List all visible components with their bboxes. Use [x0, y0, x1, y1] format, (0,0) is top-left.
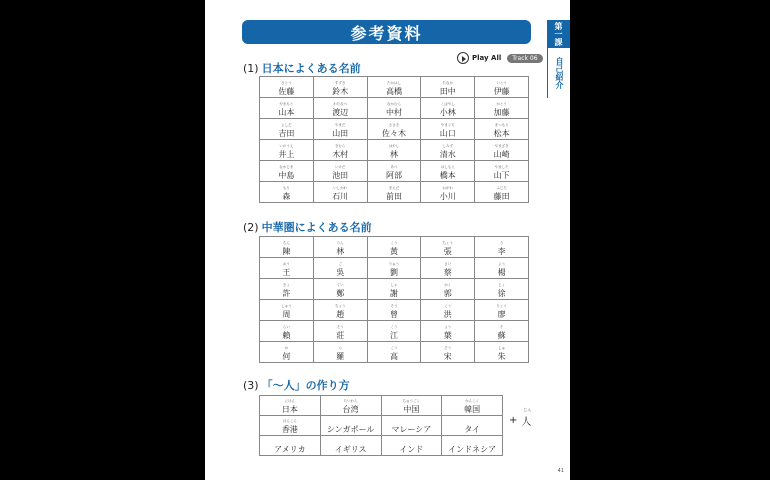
cell-ruby: こう — [390, 325, 398, 329]
cell-text: 韓国 — [464, 405, 481, 414]
name-cell — [313, 161, 367, 182]
table-row — [260, 279, 529, 300]
name-cell — [475, 279, 529, 300]
cell-ruby: ご — [338, 262, 342, 266]
table-row — [260, 416, 503, 436]
suffix-text: 人 — [521, 417, 532, 428]
cell-text: 清水 — [439, 150, 456, 159]
table-row — [260, 237, 529, 258]
name-cell — [367, 182, 421, 203]
name-cell — [475, 140, 529, 161]
table-row — [260, 161, 529, 182]
name-cell — [367, 98, 421, 119]
cell-ruby: なかむら — [386, 102, 401, 106]
cell-ruby: こう — [390, 241, 398, 245]
name-cell — [381, 416, 442, 436]
cell-text: 羅 — [336, 352, 345, 361]
cell-text: インドネシア — [448, 445, 497, 454]
name-cell — [442, 436, 503, 456]
table-row — [260, 182, 529, 203]
cell-text: 佐藤 — [278, 87, 295, 96]
cell-ruby: りん — [336, 241, 344, 245]
cell-text: 何 — [282, 352, 291, 361]
name-cell — [260, 416, 321, 436]
name-cell — [421, 342, 475, 363]
table-row — [260, 342, 529, 363]
chapter-tab-lesson: 第一課 — [547, 20, 570, 48]
chinese-names-table — [259, 236, 529, 363]
cell-ruby: やまだ — [334, 123, 346, 127]
cell-ruby: ちゅうごく — [402, 399, 421, 403]
cell-ruby: ちょう — [334, 304, 346, 308]
cell-text: 山崎 — [493, 150, 510, 159]
cell-ruby: ささき — [388, 123, 400, 127]
name-cell — [320, 436, 381, 456]
cell-text: 周 — [282, 310, 291, 319]
cell-text: 吉田 — [278, 129, 295, 138]
cell-ruby: こう — [390, 346, 398, 350]
cell-ruby: さとう — [281, 81, 292, 85]
name-cell — [260, 396, 321, 416]
name-cell — [320, 416, 381, 436]
cell-text: 木村 — [332, 150, 349, 159]
table-row — [260, 300, 529, 321]
section-2-heading — [243, 219, 372, 235]
name-cell — [367, 258, 421, 279]
cell-text: 曾 — [389, 310, 398, 319]
table-row — [260, 258, 529, 279]
cell-text: シンガポール — [326, 425, 375, 434]
cell-text: 趙 — [336, 310, 345, 319]
section-1-heading — [243, 60, 361, 76]
cell-text: 鄭 — [336, 289, 345, 298]
japanese-names-table — [259, 76, 529, 203]
cell-ruby: まえだ — [388, 186, 400, 190]
cell-text: 張 — [443, 247, 452, 256]
cell-text: アメリカ — [274, 445, 306, 454]
cell-text: 藤田 — [493, 192, 510, 201]
cell-text: 中島 — [278, 171, 295, 180]
name-cell — [421, 237, 475, 258]
cell-text: 前田 — [385, 192, 402, 201]
cell-text: マレーシア — [391, 425, 432, 434]
name-cell — [475, 119, 529, 140]
name-cell — [475, 300, 529, 321]
name-cell — [421, 258, 475, 279]
name-cell — [367, 300, 421, 321]
cell-ruby: じょ — [498, 283, 506, 287]
name-cell — [313, 119, 367, 140]
name-cell — [421, 279, 475, 300]
name-cell — [260, 77, 314, 98]
name-cell — [260, 140, 314, 161]
cell-text: 黃 — [389, 247, 398, 256]
cell-ruby: やまぐち — [440, 123, 455, 127]
cell-text: 伊藤 — [493, 87, 510, 96]
cell-ruby: やました — [494, 165, 509, 169]
name-cell — [260, 321, 314, 342]
table-row — [260, 140, 529, 161]
cell-text: 井上 — [278, 150, 295, 159]
cell-ruby: にほん — [284, 399, 296, 403]
cell-ruby: こばやし — [440, 102, 455, 106]
cell-text: 徐 — [497, 289, 506, 298]
name-cell — [260, 237, 314, 258]
cell-text: 山下 — [493, 171, 510, 180]
cell-text: 林 — [336, 247, 345, 256]
name-cell — [260, 98, 314, 119]
cell-text: 中村 — [385, 108, 402, 117]
cell-ruby: おがわ — [442, 186, 454, 190]
cell-ruby: やまもと — [279, 102, 294, 106]
cell-text: 楊 — [497, 268, 506, 277]
cell-ruby: よう — [444, 325, 452, 329]
name-cell — [313, 237, 367, 258]
name-cell — [260, 342, 314, 363]
cell-ruby: らい — [282, 325, 290, 329]
name-cell — [367, 119, 421, 140]
name-cell — [442, 416, 503, 436]
cell-ruby: てい — [336, 283, 344, 287]
cell-ruby: さい — [444, 262, 452, 266]
cell-ruby: かく — [444, 283, 452, 287]
cell-ruby: りょう — [496, 304, 507, 308]
name-cell — [313, 77, 367, 98]
cell-text: 田中 — [439, 87, 456, 96]
name-cell — [313, 140, 367, 161]
cell-text: 蔡 — [443, 268, 452, 277]
cell-ruby: きょ — [282, 283, 290, 287]
table-row — [260, 321, 529, 342]
cell-ruby: はやし — [388, 144, 400, 148]
table-row — [260, 77, 529, 98]
name-cell — [475, 161, 529, 182]
cell-ruby: りゅう — [388, 262, 400, 266]
cell-text: 許 — [282, 289, 291, 298]
cell-text: 石川 — [332, 192, 349, 201]
cell-text: インド — [399, 445, 424, 454]
cell-text: 台湾 — [342, 405, 359, 414]
cell-text: 小川 — [439, 192, 456, 201]
name-cell — [421, 182, 475, 203]
cell-text: タイ — [464, 425, 481, 434]
cell-ruby: しゃ — [390, 283, 398, 287]
play-all-button[interactable] — [457, 52, 543, 64]
name-cell — [260, 279, 314, 300]
name-cell — [313, 300, 367, 321]
cell-ruby: しゅ — [498, 346, 506, 350]
name-cell — [320, 396, 381, 416]
cell-ruby: ら — [338, 346, 342, 350]
chapter-tab-topic: 自己紹介 — [547, 48, 570, 98]
cell-ruby: いとう — [496, 81, 507, 85]
cell-text: 宋 — [443, 352, 452, 361]
name-cell — [313, 342, 367, 363]
name-cell — [260, 161, 314, 182]
cell-ruby: もり — [282, 186, 290, 190]
name-cell — [475, 77, 529, 98]
cell-ruby: やまざき — [494, 144, 509, 148]
cell-text: 林 — [389, 150, 398, 159]
section-1-number: (1) — [243, 62, 259, 75]
section-3-title: 「〜人」の作り方 — [261, 379, 350, 392]
cell-ruby: ちん — [282, 241, 290, 245]
name-cell — [475, 98, 529, 119]
cell-text: 劉 — [389, 268, 398, 277]
cell-text: 池田 — [332, 171, 349, 180]
name-cell — [367, 237, 421, 258]
name-cell — [421, 140, 475, 161]
cell-ruby: よしだ — [281, 123, 292, 127]
cell-text: 蘇 — [497, 331, 506, 340]
section-2-title: 中華圏によくある名前 — [261, 221, 372, 234]
cell-text: 日本 — [281, 405, 298, 414]
name-cell — [421, 161, 475, 182]
suffix-ruby: じん — [523, 407, 532, 412]
cell-ruby: り — [499, 241, 504, 245]
table-row — [260, 436, 503, 456]
name-cell — [367, 321, 421, 342]
section-3-number: (3) — [243, 379, 259, 392]
cell-text: 森 — [282, 192, 291, 201]
page-title: 参考資料 — [242, 20, 531, 44]
cell-ruby: そ — [499, 325, 504, 329]
cell-text: 橋本 — [439, 171, 456, 180]
cell-ruby: こう — [444, 304, 452, 308]
cell-text: 山口 — [439, 129, 456, 138]
cell-text: 松本 — [493, 129, 510, 138]
cell-text: 陳 — [282, 247, 291, 256]
name-cell — [367, 342, 421, 363]
name-cell — [421, 119, 475, 140]
cell-text: 王 — [282, 268, 291, 277]
cell-text: 莊 — [336, 331, 345, 340]
cell-ruby: しみず — [442, 144, 454, 148]
cell-text: 郭 — [443, 289, 452, 298]
cell-ruby: まつもと — [494, 123, 509, 127]
cell-text: イギリス — [334, 445, 367, 454]
name-cell — [367, 161, 421, 182]
name-cell — [260, 300, 314, 321]
cell-ruby: はしもと — [440, 165, 455, 169]
cell-ruby: かとう — [496, 102, 507, 106]
name-cell — [421, 98, 475, 119]
cell-text: 葉 — [443, 331, 452, 340]
name-cell — [367, 140, 421, 161]
name-cell — [381, 436, 442, 456]
cell-text: 廖 — [497, 310, 506, 319]
cell-ruby: かんこく — [465, 399, 480, 403]
cell-ruby: なかじま — [279, 165, 294, 169]
cell-ruby: ほんこん — [282, 419, 297, 423]
section-2-number: (2) — [243, 221, 259, 234]
name-cell — [313, 321, 367, 342]
cell-ruby: いのうえ — [279, 144, 294, 148]
table-row — [260, 119, 529, 140]
cell-ruby: そう — [336, 325, 344, 329]
cell-text: 賴 — [282, 331, 291, 340]
name-cell — [442, 396, 503, 416]
name-cell — [260, 258, 314, 279]
cell-text: 鈴木 — [332, 87, 349, 96]
cell-text: 洪 — [443, 310, 452, 319]
textbook-page — [205, 0, 570, 480]
page-number: 41 — [557, 468, 564, 474]
cell-text: 小林 — [439, 108, 456, 117]
cell-ruby: たなか — [442, 81, 454, 85]
name-cell — [475, 237, 529, 258]
name-cell — [367, 279, 421, 300]
play-all-label: Play All — [472, 54, 502, 62]
play-icon — [457, 52, 469, 64]
cell-ruby: きむら — [334, 144, 346, 148]
cell-text: 香港 — [281, 425, 298, 434]
cell-text: 高 — [389, 352, 398, 361]
cell-text: 山本 — [278, 108, 295, 117]
plus-sign: + — [509, 415, 518, 426]
track-badge: Track 06 — [507, 54, 542, 63]
cell-ruby: わたなべ — [333, 102, 348, 106]
cell-text: 朱 — [497, 352, 506, 361]
suffix-jin — [521, 407, 532, 428]
cell-text: 山田 — [332, 129, 349, 138]
name-cell — [475, 258, 529, 279]
cell-text: 江 — [389, 331, 398, 340]
name-cell — [475, 182, 529, 203]
cell-ruby: いしかわ — [333, 186, 348, 190]
name-cell — [367, 77, 421, 98]
chapter-tab — [547, 20, 570, 98]
table-row — [260, 98, 529, 119]
cell-text: 中国 — [403, 405, 420, 414]
name-cell — [475, 321, 529, 342]
name-cell — [381, 396, 442, 416]
cell-text: 吳 — [336, 268, 345, 277]
cell-ruby: すずき — [334, 81, 346, 85]
nationality-table — [259, 395, 503, 456]
cell-text: 阿部 — [385, 171, 402, 180]
cell-ruby: たかはし — [386, 81, 401, 85]
cell-ruby: そう — [444, 346, 452, 350]
cell-text: 渡辺 — [332, 108, 349, 117]
name-cell — [313, 279, 367, 300]
cell-ruby: ちょう — [442, 241, 454, 245]
name-cell — [421, 300, 475, 321]
cell-ruby: いけだ — [334, 165, 346, 169]
name-cell — [260, 436, 321, 456]
cell-text: 高橋 — [385, 87, 402, 96]
table-row — [260, 396, 503, 416]
name-cell — [313, 98, 367, 119]
cell-text: 李 — [497, 247, 506, 256]
name-cell — [475, 342, 529, 363]
name-cell — [313, 182, 367, 203]
cell-ruby: ふじた — [496, 186, 507, 190]
name-cell — [421, 321, 475, 342]
cell-ruby: そう — [390, 304, 398, 308]
cell-ruby: おう — [282, 262, 290, 266]
cell-ruby: よう — [498, 262, 506, 266]
cell-text: 佐々木 — [381, 129, 406, 138]
section-3-heading — [243, 377, 350, 393]
name-cell — [421, 77, 475, 98]
suffix-formula — [509, 407, 532, 428]
name-cell — [260, 119, 314, 140]
cell-ruby: あべ — [390, 165, 398, 169]
cell-ruby: か — [284, 346, 289, 350]
cell-text: 加藤 — [493, 108, 510, 117]
cell-text: 謝 — [389, 289, 398, 298]
name-cell — [260, 182, 314, 203]
section-1-title: 日本によくある名前 — [261, 62, 361, 75]
cell-ruby: たいわん — [343, 399, 358, 403]
name-cell — [313, 258, 367, 279]
cell-ruby: しゅう — [281, 304, 292, 308]
